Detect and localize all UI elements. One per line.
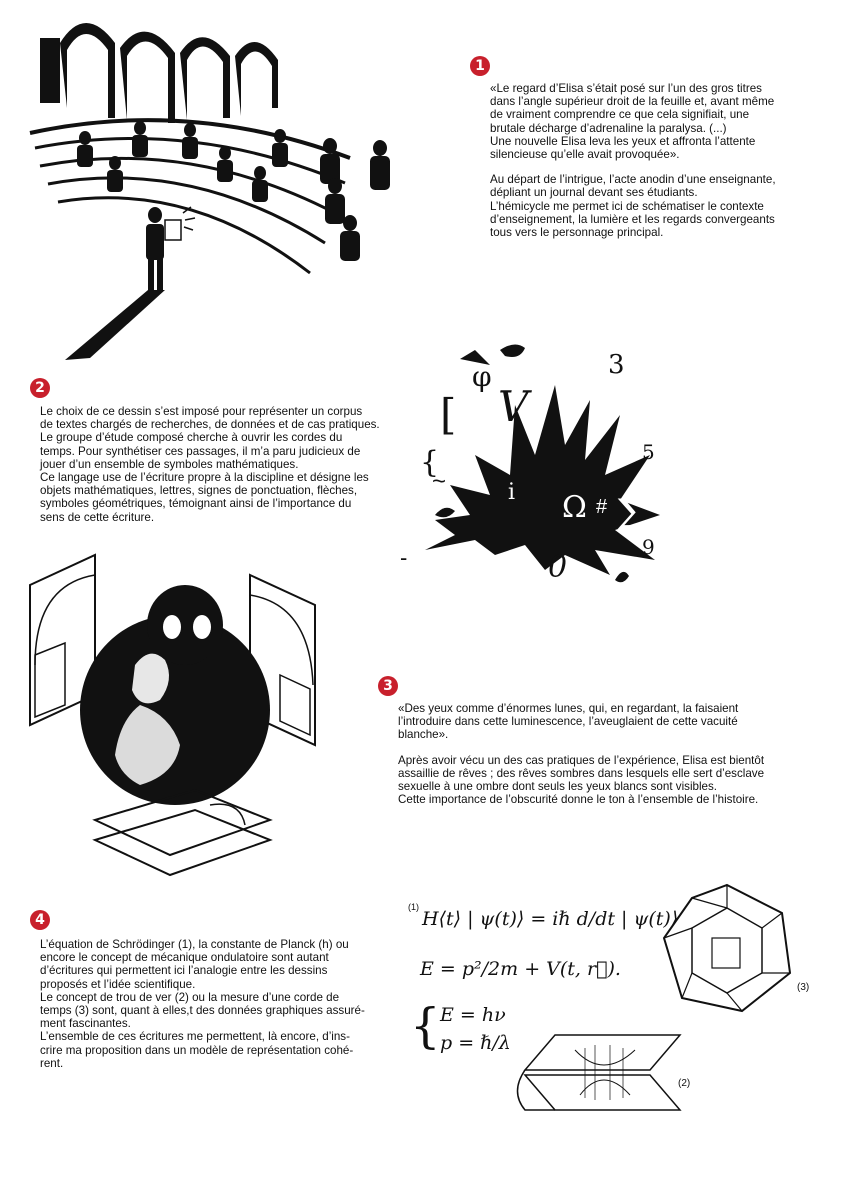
math-symbol: φ	[472, 360, 492, 393]
math-symbol: [	[440, 390, 457, 439]
math-symbol: 0	[548, 550, 568, 585]
schrodinger-equation: H⟨t⟩ | ψ(t)⟩ = iℏ d/dt | ψ(t)⟩	[422, 908, 679, 930]
section-2-number: 2	[30, 378, 50, 398]
math-symbol: ß	[620, 388, 643, 428]
section-3-number: 3	[378, 676, 398, 696]
debroglie-equation: p = ℏ/λ	[440, 1032, 511, 1054]
equation-label-2: (2)	[678, 1078, 691, 1089]
section-2-text	[40, 405, 400, 524]
math-symbol: -	[400, 545, 408, 570]
equation-label-1: (1)	[408, 902, 419, 912]
planck-equation: E = hν	[440, 1004, 506, 1026]
math-symbol: Σ	[616, 490, 646, 539]
icosahedron-illustration	[662, 883, 792, 1013]
section-4-number: 4	[30, 910, 50, 930]
energy-equation: E = p²/2m + V(t, r⃗).	[420, 958, 621, 980]
section-4-paragraph: L’équation de Schrödinger (1), la constante de Planck (h) ou encore le concept de mécanique ondulatoire sont autant d’écritures qui permettent ici l’analogie entre les dessins proposés et l’idée scientifique. Le concept de trou de ver (2) ou la mesure d’une corde de temps (3) sont, quant à elles,t des données graphiques assuré- ment fascinantes. L’ensemble de ces écritures me permettent, là encore, d’ins- crire ma proposition dans un modèle de représentation cohé- rent.	[40, 938, 365, 1070]
section-1-paragraph: Au départ de l’intrigue, l’acte anodin d’une enseignante, dépliant un journal devant ses étudiants. L’hémicycle me permet ici de schématiser le contexte d’enseignement, la lumière et les regards convergeants tous vers le personnage principal.	[490, 173, 776, 240]
math-symbol-list	[400, 350, 660, 600]
equation-label-3: (3)	[797, 982, 810, 993]
math-symbol: Ω	[562, 490, 587, 525]
section-4-text	[40, 938, 380, 1070]
math-symbol: 3	[608, 350, 625, 380]
brace: {	[410, 998, 441, 1054]
math-symbol: i	[508, 480, 516, 505]
section-1-text	[490, 82, 820, 239]
math-symbol: 5	[642, 440, 655, 464]
section-1-number: 1	[470, 56, 490, 76]
math-symbol: V	[498, 382, 529, 431]
shadow-figure-illustration	[25, 555, 365, 885]
section-3-paragraph: «Des yeux comme d’énormes lunes, qui, en regardant, la faisaient l’introduire dans cette luminescence, l’aveuglaient de cette vacuité blanche».	[398, 702, 739, 742]
math-symbol: {	[420, 445, 440, 480]
section-3-paragraph: Après avoir vécu un des cas pratiques de l’expérience, Elisa est bientôt assaillie de rêves ; des rêves sombres dans lesquels elle sert d’esclave sexuelle à une ombre dont seuls les yeux blancs sont visibles. Cette importance de l’obscurité donne le ton à l’ensemble de l’histoire.	[398, 753, 765, 807]
section-3-text	[398, 702, 818, 806]
section-1-paragraph: «Le regard d’Elisa s’était posé sur l’un des gros titres dans l’angle supérieur droit de la feuille et, avant même de vraiment comprendre ce que cela signifiait, une brutale décharge d’adrenaline la paralysa. (...) Une nouvelle Elisa leva les yeux et affronta l’attente silencieuse qu’elle avait provoquée».	[490, 82, 775, 162]
math-symbol: #	[596, 496, 608, 518]
amphitheatre-illustration	[30, 8, 360, 368]
math-symbol: ~	[432, 468, 447, 495]
wormhole-illustration	[515, 1030, 685, 1115]
section-2-paragraph: Le choix de ce dessin s’est imposé pour représenter un corpus de textes chargés de recherches, de données et de cas pratiques. Le groupe d’étude composé cherche à ouvrir les cordes du temps. Pour synthétiser ces passages, il m’a paru judicieux de jouer d’un ensemble de symboles mathématiques. Ce langage use de l’écriture propre à la discipline et désigne les objets mathématiques, lettres, signes de ponctuation, flèches, symboles géométriques, témoignant ainsi de l’importance du sens de cette écriture.	[40, 405, 380, 524]
math-symbol: 9	[642, 535, 655, 559]
